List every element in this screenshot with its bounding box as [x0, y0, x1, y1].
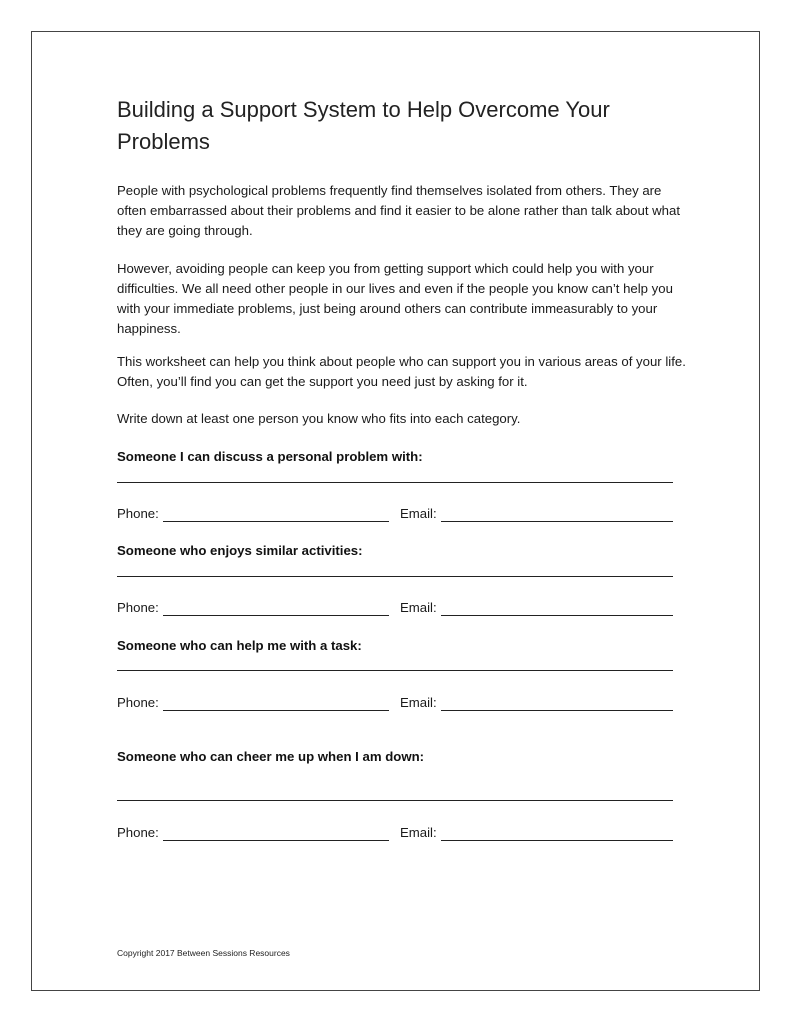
section-label-cheer-up: Someone who can cheer me up when I am down:: [117, 749, 425, 764]
phone-field[interactable]: [163, 599, 389, 616]
instructions-paragraph: Write down at least one person you know who fits into each category.: [117, 411, 521, 426]
contact-row-cheer-up: [117, 824, 673, 842]
contact-row-similar-activities: [117, 599, 673, 617]
worksheet-title: Building a Support System to Help Overcome Your Problems: [117, 97, 610, 154]
phone-label: Phone:: [117, 506, 159, 521]
phone-field[interactable]: [163, 824, 389, 841]
section-label-similar-activities: Someone who enjoys similar activities:: [117, 543, 363, 558]
name-field-similar-activities[interactable]: [117, 576, 673, 577]
section-label-help-task: Someone who can help me with a task:: [117, 638, 362, 653]
email-label: Email:: [400, 600, 437, 615]
name-field-cheer-up[interactable]: [117, 800, 673, 801]
phone-field[interactable]: [163, 505, 389, 522]
email-field[interactable]: [441, 694, 673, 711]
email-field[interactable]: [441, 824, 673, 841]
section-label-personal-problem: Someone I can discuss a personal problem with:: [117, 449, 423, 464]
intro-paragraph-1: People with psychological problems frequently find themselves isolated from others. They are often embarrassed about their problems and find it easier to be alone rather than talk about what they are going through.: [117, 183, 681, 238]
phone-label: Phone:: [117, 825, 159, 840]
contact-row-personal-problem: [117, 505, 673, 523]
email-label: Email:: [400, 825, 437, 840]
contact-row-help-task: [117, 694, 673, 712]
email-field[interactable]: [441, 599, 673, 616]
name-field-help-task[interactable]: [117, 670, 673, 671]
email-label: Email:: [400, 506, 437, 521]
phone-label: Phone:: [117, 600, 159, 615]
email-field[interactable]: [441, 505, 673, 522]
phone-label: Phone:: [117, 695, 159, 710]
phone-field[interactable]: [163, 694, 389, 711]
copyright-notice: Copyright 2017 Between Sessions Resources: [117, 948, 290, 958]
name-field-personal-problem[interactable]: [117, 482, 673, 483]
intro-paragraph-2: However, avoiding people can keep you from getting support which could help you with your difficulties. We all need other people in our lives and even if the people you know can’t help you with your immediate problems, just being around others can contribute immeasurably to your happiness.: [117, 261, 673, 336]
email-label: Email:: [400, 695, 437, 710]
intro-paragraph-3: This worksheet can help you think about people who can support you in various areas of your life. Often, you’ll find you can get the support you need just by asking for it.: [117, 354, 686, 389]
